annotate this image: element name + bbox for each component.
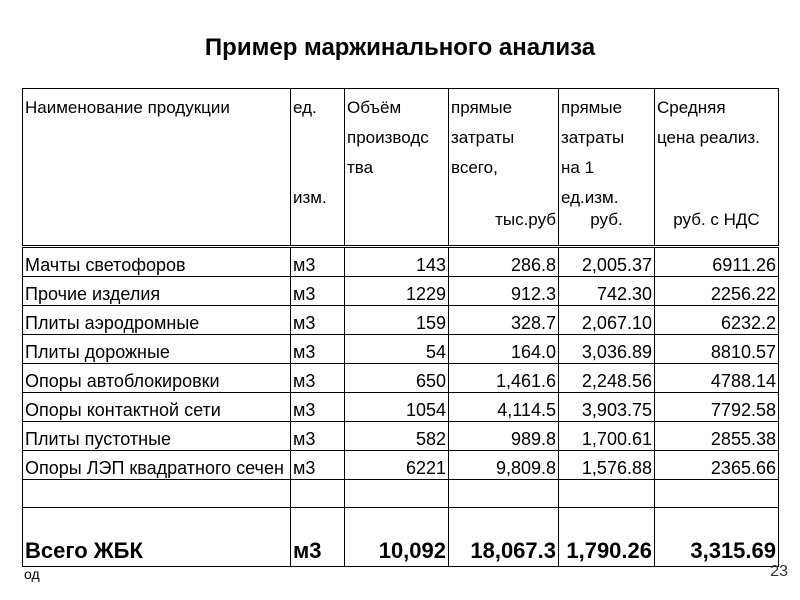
cell-total-cost: 1,461.6 bbox=[449, 364, 559, 393]
cell-unit-cost: 3,036.89 bbox=[559, 335, 655, 364]
cell-total-cost: 164.0 bbox=[449, 335, 559, 364]
header-volume-line: производс bbox=[347, 128, 429, 147]
header-price-line: Средняя bbox=[657, 98, 726, 117]
header-price-unit: руб. с НДС bbox=[673, 210, 760, 229]
cell-name: Плиты дорожные bbox=[23, 335, 291, 364]
cell-price: 6232.2 bbox=[655, 306, 779, 335]
cell-unit-cost: 1,700.61 bbox=[559, 422, 655, 451]
header-volume-line: тва bbox=[347, 158, 374, 177]
header-volume bbox=[345, 89, 449, 247]
cell-price: 2855.38 bbox=[655, 422, 779, 451]
cell-unit-cost: 1,576.88 bbox=[559, 451, 655, 480]
header-unit-bottom: изм. bbox=[293, 188, 327, 207]
cell-name: Прочие изделия bbox=[23, 277, 291, 306]
header-unit-cost-line: затраты bbox=[561, 128, 625, 147]
cell-volume: 159 bbox=[345, 306, 449, 335]
header-name: Наименование продукции bbox=[23, 89, 291, 247]
cell-price: 8810.57 bbox=[655, 335, 779, 364]
total-price: 3,315.69 bbox=[655, 508, 779, 567]
cell-volume: 1229 bbox=[345, 277, 449, 306]
cell-unit: м3 bbox=[291, 247, 345, 277]
header-unit bbox=[291, 89, 345, 247]
footer-text: од bbox=[24, 566, 40, 582]
cell-unit-cost: 2,067.10 bbox=[559, 306, 655, 335]
cell-price: 4788.14 bbox=[655, 364, 779, 393]
blank-cell bbox=[345, 480, 449, 508]
header-total-cost bbox=[449, 89, 559, 247]
total-unit: м3 bbox=[291, 508, 345, 567]
table-row bbox=[23, 277, 779, 306]
cell-volume: 143 bbox=[345, 247, 449, 277]
header-price-line: цена реализ. bbox=[657, 128, 760, 147]
header-unit-cost-line: на 1 bbox=[561, 158, 595, 177]
blank-cell bbox=[291, 480, 345, 508]
margin-analysis-table bbox=[22, 88, 779, 567]
cell-total-cost: 328.7 bbox=[449, 306, 559, 335]
cell-price: 6911.26 bbox=[655, 247, 779, 277]
cell-unit: м3 bbox=[291, 364, 345, 393]
cell-total-cost: 912.3 bbox=[449, 277, 559, 306]
cell-volume: 6221 bbox=[345, 451, 449, 480]
header-total-cost-line: затраты bbox=[451, 128, 515, 147]
header-row bbox=[23, 89, 779, 247]
table-row bbox=[23, 422, 779, 451]
header-unit-top: ед. bbox=[293, 98, 317, 117]
header-total-cost-line: всего, bbox=[451, 158, 498, 177]
table-row bbox=[23, 393, 779, 422]
header-total-cost-unit: тыс.руб bbox=[495, 210, 556, 229]
total-total-cost: 18,067.3 bbox=[449, 508, 559, 567]
table-row bbox=[23, 364, 779, 393]
cell-unit-cost: 2,248.56 bbox=[559, 364, 655, 393]
cell-unit-cost: 742.30 bbox=[559, 277, 655, 306]
blank-cell bbox=[655, 480, 779, 508]
cell-volume: 582 bbox=[345, 422, 449, 451]
cell-name: Плиты пустотные bbox=[23, 422, 291, 451]
cell-unit: м3 bbox=[291, 393, 345, 422]
blank-row bbox=[23, 480, 779, 508]
table-row bbox=[23, 306, 779, 335]
blank-cell bbox=[23, 480, 291, 508]
slide-title: Пример маржинального анализа bbox=[204, 34, 596, 61]
cell-unit: м3 bbox=[291, 451, 345, 480]
cell-unit: м3 bbox=[291, 277, 345, 306]
header-unit-cost-unit: руб. bbox=[590, 210, 623, 229]
cell-price: 2365.66 bbox=[655, 451, 779, 480]
cell-unit: м3 bbox=[291, 335, 345, 364]
cell-volume: 650 bbox=[345, 364, 449, 393]
cell-price: 7792.58 bbox=[655, 393, 779, 422]
blank-cell bbox=[559, 480, 655, 508]
blank-cell bbox=[449, 480, 559, 508]
page-number: 23 bbox=[770, 563, 788, 580]
table-row bbox=[23, 335, 779, 364]
table-row bbox=[23, 247, 779, 277]
cell-name: Опоры ЛЭП квадратного сечен bbox=[23, 451, 291, 480]
cell-price: 2256.22 bbox=[655, 277, 779, 306]
cell-volume: 1054 bbox=[345, 393, 449, 422]
header-unit-cost-line: прямые bbox=[561, 98, 623, 117]
table-row bbox=[23, 451, 779, 480]
cell-name: Мачты светофоров bbox=[23, 247, 291, 277]
cell-name: Опоры автоблокировки bbox=[23, 364, 291, 393]
total-unit-cost: 1,790.26 bbox=[559, 508, 655, 567]
header-volume-line: Объём bbox=[347, 98, 402, 117]
header-price bbox=[655, 89, 779, 247]
total-volume: 10,092 bbox=[345, 508, 449, 567]
cell-name: Опоры контактной сети bbox=[23, 393, 291, 422]
cell-volume: 54 bbox=[345, 335, 449, 364]
cell-name: Плиты аэродромные bbox=[23, 306, 291, 335]
cell-total-cost: 4,114.5 bbox=[449, 393, 559, 422]
header-unit-cost-line: ед.изм. bbox=[561, 188, 619, 207]
cell-total-cost: 989.8 bbox=[449, 422, 559, 451]
cell-total-cost: 9,809.8 bbox=[449, 451, 559, 480]
header-total-cost-line: прямые bbox=[451, 98, 513, 117]
cell-total-cost: 286.8 bbox=[449, 247, 559, 277]
cell-unit: м3 bbox=[291, 422, 345, 451]
total-name: Всего ЖБК bbox=[23, 508, 291, 567]
total-row bbox=[23, 508, 779, 567]
cell-unit-cost: 2,005.37 bbox=[559, 247, 655, 277]
cell-unit-cost: 3,903.75 bbox=[559, 393, 655, 422]
cell-unit: м3 bbox=[291, 306, 345, 335]
header-unit-cost bbox=[559, 89, 655, 247]
